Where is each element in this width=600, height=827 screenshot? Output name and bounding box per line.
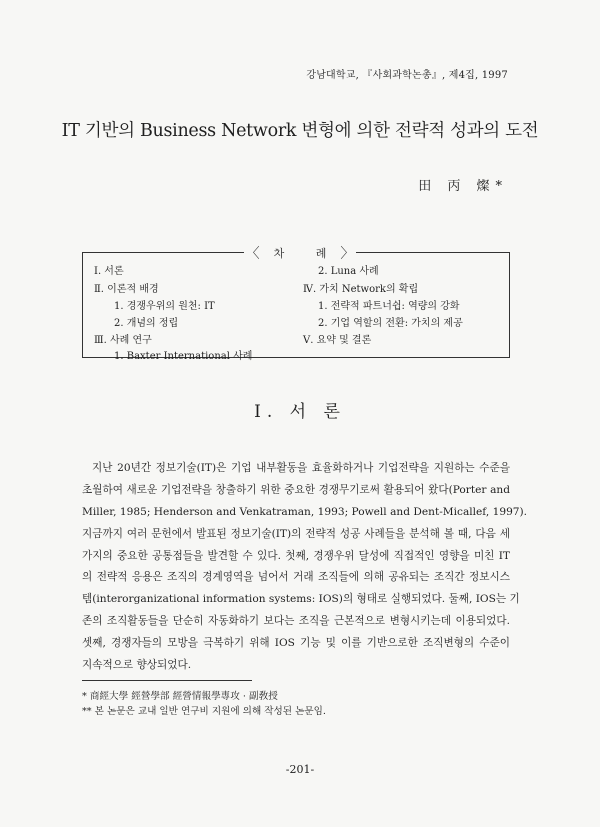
body-line: 셋째, 경쟁자들의 모방을 극복하기 위해 IOS 기능 및 이를 기반으로한 조직변형의 수준이 [82, 637, 510, 650]
body-paragraph [82, 458, 528, 677]
footnote: ** 본 논문은 교내 일반 연구비 지원에 의해 작성된 논문임. [82, 706, 326, 717]
footnote-divider [82, 680, 252, 681]
body-line: 템(interorganizational information systems: IOS)의 형태로 실행되었다. 둘째, IOS는 기 [82, 593, 520, 606]
body-line: 지속적으로 향상되었다. [82, 659, 192, 672]
toc-item: 2. 기업 역할의 전환: 가치의 제공 [318, 318, 463, 329]
journal-reference: 강남대학교, 『사회과학논총』, 제4집, 1997 [306, 70, 508, 81]
body-line: 지금까지 여러 문헌에서 발표된 정보기술(IT)의 전략적 성공 사례들을 분석해 볼 때, 다음 세 [82, 527, 510, 540]
right-bracket-icon: 〉 [340, 246, 355, 262]
body-line: 지난 20년간 정보기술(IT)은 기업 내부활동을 효율화하거나 기업전략을 지원하는 수준을 [92, 462, 510, 474]
paper-title: IT 기반의 Business Network 변형에 의한 전략적 성과의 도전 [61, 121, 539, 141]
left-bracket-icon: 〈 [245, 246, 260, 262]
page-number: -201- [285, 763, 315, 776]
toc-item: Ⅱ. 이론적 배경 [94, 284, 159, 295]
author-name: 田 丙 燦* [418, 179, 508, 194]
body-line: 존의 조직활동들을 단순히 자동화하기 보다는 조직을 근본적으로 변형시키는데 이용되었다. [82, 615, 510, 628]
body-line: 초월하여 새로운 기업전략을 창출하기 위한 중요한 경쟁무기로써 활용되어 왔다(Porter and [82, 483, 510, 496]
section-heading: Ⅰ. 서 론 [254, 402, 346, 422]
body-line: Miller, 1985; Henderson and Venkatraman, 1993; Powell and Dent-Micallef, 1997). [82, 505, 528, 518]
toc-item: 1. 경쟁우위의 원천: IT [114, 301, 215, 312]
toc-item: Ⅰ. 서론 [94, 266, 124, 277]
toc-item: Ⅳ. 가치 Network의 확립 [303, 284, 419, 295]
toc-label-text: 차 례 [273, 247, 341, 260]
toc-item: Ⅴ. 요약 및 결론 [303, 335, 372, 346]
body-line: 가지의 중요한 공통점들을 발견할 수 있다. 첫째, 경쟁우위 달성에 직접적인 영향을 미친 IT [82, 549, 510, 562]
toc-item: 2. Luna 사례 [318, 266, 379, 277]
toc-label [0, 243, 600, 263]
toc-item: 2. 개념의 정립 [114, 318, 179, 329]
toc-item: 1. 전략적 파트너쉽: 역량의 강화 [318, 301, 460, 312]
footnote: * 商經大學 經營學部 經營情報學專攻 · 副敎授 [82, 691, 278, 702]
toc-item: Ⅲ. 사례 연구 [94, 335, 152, 346]
toc-item: 1. Baxter International 사례 [114, 351, 253, 362]
body-line: 의 전략적 응용은 조직의 경계영역을 넘어서 거래 조직들에 의해 공유되는 조직간 정보시스 [82, 571, 510, 584]
